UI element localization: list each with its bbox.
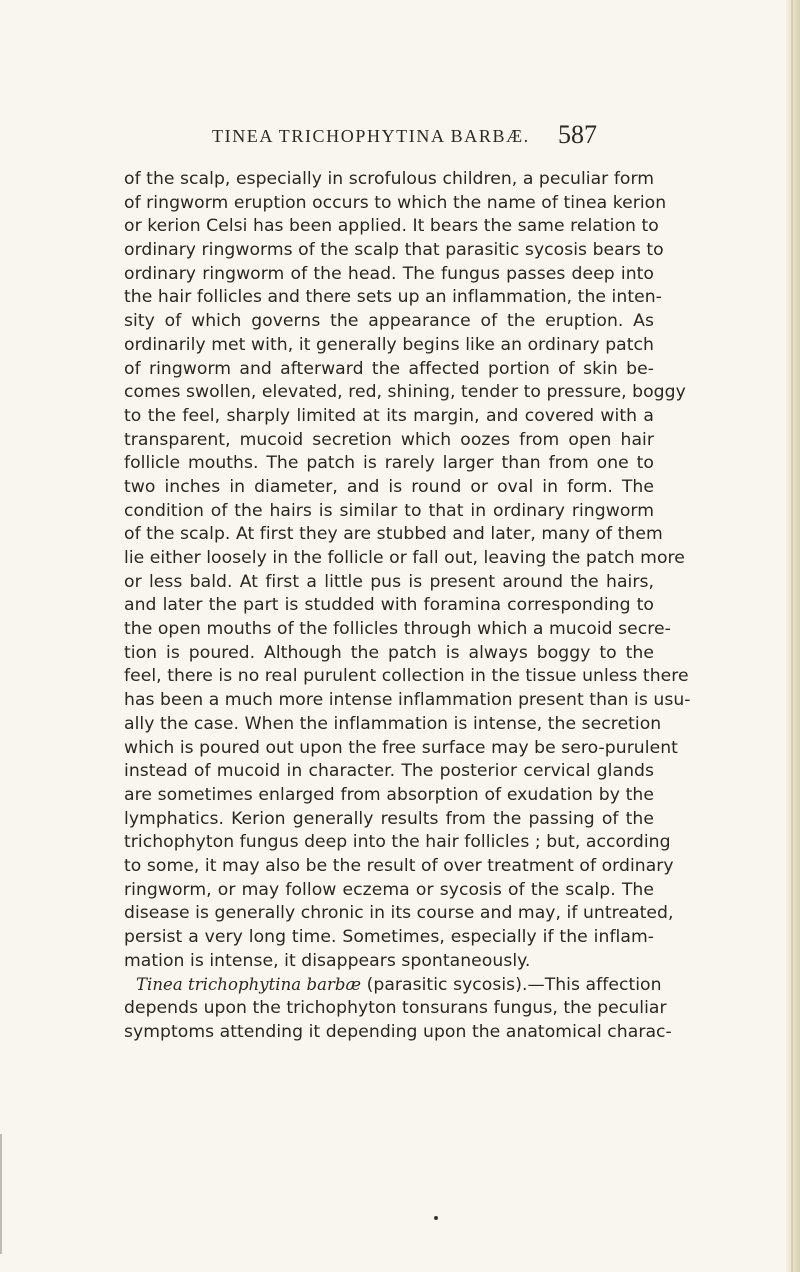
text-line: has been a much more intense inflammation present than is usu-	[124, 690, 691, 711]
text-line: of the scalp, especially in scrofulous children, a peculiar form	[124, 169, 655, 189]
text-line: or less bald. At first a little pus is present around the hairs,	[124, 571, 654, 592]
page-edge-line	[791, 0, 793, 1272]
text-line: follicle mouths. The patch is rarely larger than from one to	[124, 453, 654, 474]
paragraph-start-line	[124, 973, 662, 997]
text-line: which is poured out upon the free surface may be sero-purulent	[124, 737, 678, 758]
text-line: of ringworm and afterward the affected portion of skin be-	[124, 358, 654, 379]
text-line: lie either loosely in the follicle or fall out, leaving the patch more	[124, 548, 685, 568]
text-line: of ringworm eruption occurs to which the name of tinea kerion	[124, 192, 667, 213]
running-head: TINEA TRICHOPHYTINA BARBÆ.	[212, 126, 530, 146]
text-line: ordinary ringworm of the head. The fungus passes deep into	[124, 263, 654, 284]
text-line: ordinarily met with, it generally begins like an ordinary patch	[124, 334, 654, 355]
text-line: ordinary ringworms of the scalp that parasitic sycosis bears to	[124, 240, 664, 261]
text-line: transparent, mucoid secretion which oozes from open hair	[124, 429, 654, 450]
text-line: depends upon the trichophyton tonsurans fungus, the peculiar	[124, 998, 667, 1019]
paragraph-end-line: mation is intense, it disappears spontaneously.	[124, 950, 531, 971]
text-line: disease is generally chronic in its course and may, if untreated,	[124, 903, 674, 924]
text-line: comes swollen, elevated, red, shining, tender to pressure, boggy	[124, 382, 686, 403]
text-line: of the scalp. At first they are stubbed and later, many of them	[124, 524, 663, 545]
text-line: ally the case. When the inflammation is intense, the secretion	[124, 713, 662, 734]
text-line: to some, it may also be the result of over treatment of ordinary	[124, 855, 674, 876]
text-line: symptoms attending it depending upon the anatomical charac-	[124, 1021, 672, 1042]
text-line: instead of mucoid in character. The posterior cervical glands	[124, 761, 654, 782]
text-line: or kerion Celsi has been applied. It bears the same relation to	[124, 216, 659, 237]
text-line: ringworm, or may follow eczema or sycosis of the scalp. The	[124, 879, 654, 900]
text-line: are sometimes enlarged from absorption of exudation by the	[124, 784, 654, 805]
page-number: 587	[558, 120, 597, 149]
text-line: trichophyton fungus deep into the hair follicles ; but, according	[124, 832, 671, 853]
text-line: condition of the hairs is similar to that in ordinary ringworm	[124, 500, 654, 521]
text-line: the open mouths of the follicles through which a mucoid secre-	[124, 619, 671, 640]
page-edge	[786, 0, 800, 1272]
page-edge-shadow	[0, 1134, 2, 1254]
text-line: persist a very long time. Sometimes, especially if the inflam-	[124, 927, 654, 947]
text-line: lymphatics. Kerion generally results from the passing of the	[124, 808, 654, 829]
print-speck	[434, 1216, 438, 1220]
text-line: sity of which governs the appearance of the eruption. As	[124, 311, 654, 332]
text-line: and later the part is studded with foramina corresponding to	[124, 595, 654, 616]
text-line: tion is poured. Although the patch is always boggy to the	[124, 642, 654, 663]
body-text	[124, 168, 691, 1044]
italic-heading-term: Tinea trichophytina barbæ	[136, 975, 362, 995]
heading-line-rest: (parasitic sycosis).—This affection	[366, 975, 662, 996]
text-line: to the feel, sharply limited at its margin, and covered with a	[124, 405, 654, 426]
text-line: two inches in diameter, and is round or oval in form. The	[124, 476, 654, 497]
text-line: feel, there is no real purulent collection in the tissue unless there	[124, 666, 689, 687]
text-line: the hair follicles and there sets up an inflammation, the inten-	[124, 287, 662, 308]
